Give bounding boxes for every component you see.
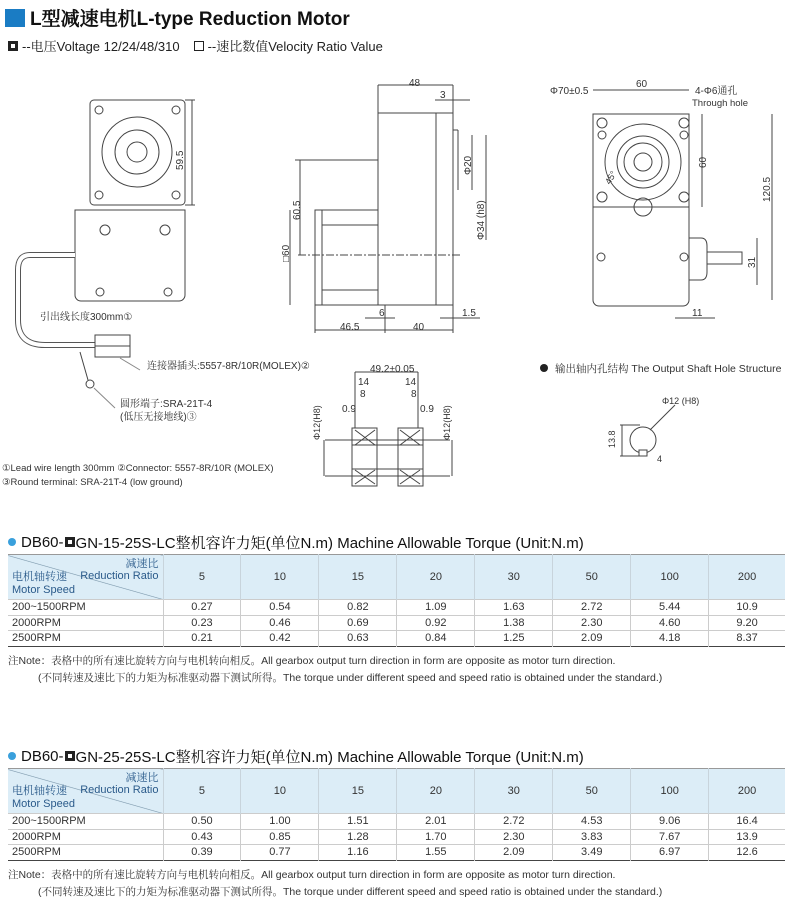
table-header-row — [8, 555, 785, 600]
torque-cell: 10.9 — [709, 600, 785, 616]
footnote-1: ①Lead wire length 300mm ②Connector: 5557-8R/10R (MOLEX) — [2, 463, 274, 474]
table-title: DB60- GN-15-25S-LC整机容许力矩(单位N.m) Machine Allowable Torque (Unit:N.m) — [8, 533, 785, 551]
torque-cell: 12.6 — [709, 845, 785, 861]
dim-49-2: 49.2±0.05 — [370, 364, 415, 375]
dim-0-9-right: 0.9 — [420, 404, 434, 415]
page-title: L型减速电机L-type Reduction Motor — [5, 4, 350, 31]
ratio-header: 15 — [319, 769, 397, 814]
filled-square-icon — [65, 537, 75, 547]
torque-cell: 1.63 — [475, 600, 553, 616]
rear-view — [593, 90, 772, 318]
ratio-header: 10 — [241, 769, 319, 814]
motor-speed-cell: 200~1500RPM — [8, 814, 163, 830]
dim-8-right: 8 — [411, 389, 417, 400]
torque-cell: 0.27 — [163, 600, 241, 616]
dim-120-5: 120.5 — [762, 176, 773, 202]
dim-60-5: 60.5 — [292, 200, 303, 220]
footnote-2: ③Round terminal: SRA-21T-4 (low ground) — [2, 477, 183, 488]
dim-60-width: 60 — [636, 79, 648, 90]
dim-phi34: Φ34 (h8) — [476, 200, 487, 240]
ratio-header: 20 — [397, 555, 475, 600]
torque-cell: 0.42 — [241, 631, 319, 647]
torque-cell: 2.72 — [475, 814, 553, 830]
dim-60-height: 60 — [698, 156, 709, 168]
torque-cell: 8.37 — [709, 631, 785, 647]
dim-hole-phi12: Φ12 (H8) — [662, 396, 700, 406]
corner-header: 减速比 Reduction Ratio 电机轴转速 Motor Speed — [8, 769, 163, 814]
table-note: 注Note：表格中的所有速比旋转方向与电机转向相反。All gearbox output turn direction in form are opposite as motor turn direction. (不同转速及速比下的力矩为标准驱动器下测试所得。The torque under different speed and speed ratio is obtained under the standard.) — [8, 868, 663, 898]
connector-label: 连接器插头:5557-8R/10R(MOLEX)② — [147, 361, 310, 372]
torque-cell: 4.18 — [631, 631, 709, 647]
corner-header: 减速比 Reduction Ratio 电机轴转速 Motor Speed — [8, 555, 163, 600]
torque-cell: 2.72 — [553, 600, 631, 616]
table-row — [8, 600, 785, 616]
shaft-hole-view — [620, 405, 675, 456]
torque-cell: 13.9 — [709, 829, 785, 845]
torque-cell: 2.01 — [397, 814, 475, 830]
motor-speed-cell: 2000RPM — [8, 829, 163, 845]
torque-cell: 16.4 — [709, 814, 785, 830]
torque-cell: 1.51 — [319, 814, 397, 830]
motor-speed-cell: 2000RPM — [8, 615, 163, 631]
torque-cell: 2.09 — [475, 845, 553, 861]
ratio-header: 30 — [475, 769, 553, 814]
dim-40: 40 — [413, 322, 425, 333]
torque-cell: 1.09 — [397, 600, 475, 616]
dim-8-left: 8 — [360, 389, 366, 400]
torque-cell: 3.83 — [553, 829, 631, 845]
ratio-header: 20 — [397, 769, 475, 814]
table-title: DB60- GN-25-25S-LC整机容许力矩(单位N.m) Machine Allowable Torque (Unit:N.m) — [8, 747, 785, 765]
torque-cell: 0.50 — [163, 814, 241, 830]
terminal-note: (低压无接地线)③ — [120, 412, 197, 423]
dim-4: 4 — [657, 454, 663, 464]
ratio-header: 15 — [319, 555, 397, 600]
torque-cell: 1.55 — [397, 845, 475, 861]
torque-cell: 4.60 — [631, 615, 709, 631]
bullet-icon — [8, 538, 16, 546]
dim-31: 31 — [747, 256, 758, 268]
through-hole-label-en: Through hole — [692, 98, 748, 109]
torque-cell: 1.00 — [241, 814, 319, 830]
motor-speed-cell: 200~1500RPM — [8, 600, 163, 616]
torque-table-section-1 — [8, 533, 785, 687]
dim-48: 48 — [409, 78, 421, 89]
torque-cell: 0.39 — [163, 845, 241, 861]
torque-cell: 0.21 — [163, 631, 241, 647]
torque-cell: 4.53 — [553, 814, 631, 830]
motor-speed-cell: 2500RPM — [8, 845, 163, 861]
torque-cell: 1.38 — [475, 615, 553, 631]
dim-0-9-left: 0.9 — [342, 404, 356, 415]
torque-cell: 0.43 — [163, 829, 241, 845]
torque-cell: 2.30 — [553, 615, 631, 631]
torque-cell: 0.63 — [319, 631, 397, 647]
ratio-header: 5 — [163, 555, 241, 600]
table-row — [8, 814, 785, 830]
shaft-section-view — [324, 372, 452, 486]
torque-cell: 0.82 — [319, 600, 397, 616]
torque-cell: 2.30 — [475, 829, 553, 845]
torque-cell: 0.54 — [241, 600, 319, 616]
torque-cell: 5.44 — [631, 600, 709, 616]
dim-phi12-left: Φ12(H8) — [312, 405, 322, 440]
torque-cell: 2.09 — [553, 631, 631, 647]
legend: --电压Voltage 12/24/48/310 --速比数值Velocity Ratio Value — [8, 36, 383, 55]
dim-1-5: 1.5 — [462, 308, 476, 319]
dim-13-8: 13.8 — [607, 430, 617, 448]
torque-cell: 9.06 — [631, 814, 709, 830]
bullet-icon — [540, 364, 548, 372]
ratio-header: 10 — [241, 555, 319, 600]
dim-14-left: 14 — [358, 377, 370, 388]
torque-cell: 6.97 — [631, 845, 709, 861]
table-row — [8, 829, 785, 845]
ratio-header: 50 — [553, 555, 631, 600]
through-hole-label: 4-Φ6通孔 — [695, 86, 738, 97]
table-row — [8, 631, 785, 647]
torque-table — [8, 768, 785, 861]
dim-59-5: 59.5 — [175, 150, 186, 170]
torque-table-section-2 — [8, 747, 785, 901]
table-row — [8, 845, 785, 861]
torque-cell: 0.77 — [241, 845, 319, 861]
dim-45-deg: 45° — [603, 169, 619, 186]
bullet-icon — [8, 752, 16, 760]
lead-wire-label: 引出线长度300mm① — [40, 312, 133, 323]
torque-cell: 1.16 — [319, 845, 397, 861]
dim-3: 3 — [440, 90, 446, 101]
dim-11: 11 — [692, 308, 703, 319]
table-header-row — [8, 769, 785, 814]
torque-cell: 0.23 — [163, 615, 241, 631]
dim-square-60: □60 — [281, 244, 292, 262]
dim-46-5: 46.5 — [340, 322, 360, 333]
ratio-header: 200 — [709, 555, 785, 600]
torque-cell: 1.25 — [475, 631, 553, 647]
table-row — [8, 615, 785, 631]
ratio-header: 200 — [709, 769, 785, 814]
torque-cell: 9.20 — [709, 615, 785, 631]
table-note: 注Note：表格中的所有速比旋转方向与电机转向相反。All gearbox output turn direction in form are opposite as motor turn direction. (不同转速及速比下的力矩为标准驱动器下测试所得。The torque under different speed and speed ratio is obtained under the standard.) — [8, 654, 663, 684]
output-shaft-hole-title: 输出轴内孔结构 The Output Shaft Hole Structure — [555, 363, 782, 375]
ratio-header: 50 — [553, 769, 631, 814]
ratio-header: 100 — [631, 769, 709, 814]
torque-table — [8, 554, 785, 647]
torque-cell: 1.28 — [319, 829, 397, 845]
torque-cell: 7.67 — [631, 829, 709, 845]
dim-phi20: Φ20 — [463, 155, 474, 175]
ratio-header: 30 — [475, 555, 553, 600]
torque-cell: 0.84 — [397, 631, 475, 647]
dim-6: 6 — [379, 308, 385, 319]
motor-speed-cell: 2500RPM — [8, 631, 163, 647]
dim-phi70: Φ70±0.5 — [550, 86, 589, 97]
terminal-label: 圆形端子:SRA-21T-4 — [120, 399, 213, 410]
torque-cell: 0.46 — [241, 615, 319, 631]
torque-cell: 0.69 — [319, 615, 397, 631]
torque-cell: 0.92 — [397, 615, 475, 631]
torque-cell: 3.49 — [553, 845, 631, 861]
dim-phi12-right: Φ12(H8) — [442, 405, 452, 440]
torque-cell: 0.85 — [241, 829, 319, 845]
dim-14-right: 14 — [405, 377, 417, 388]
torque-cell: 1.70 — [397, 829, 475, 845]
ratio-header: 5 — [163, 769, 241, 814]
ratio-header: 100 — [631, 555, 709, 600]
filled-square-icon — [65, 751, 75, 761]
side-view — [290, 85, 486, 333]
